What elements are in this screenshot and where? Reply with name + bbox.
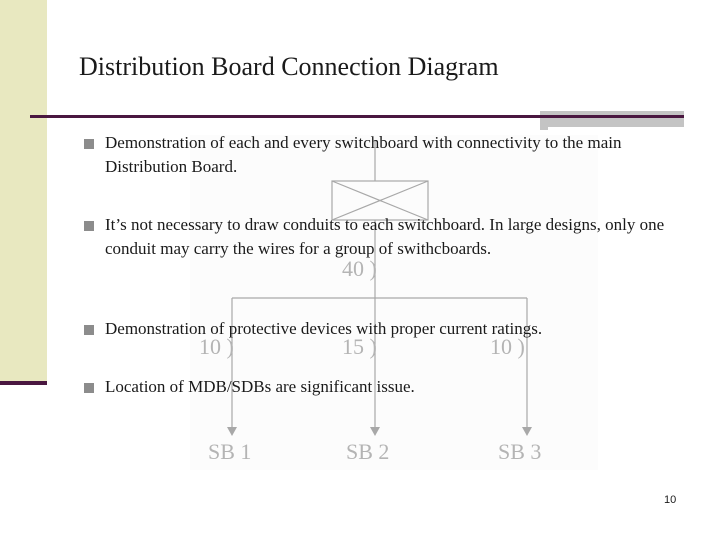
bullet-marker [84,221,94,231]
distribution-diagram [190,135,598,470]
title-rule-accent-tail [540,127,548,130]
bullet-text: Location of MDB/SDBs are significant issue. [105,377,415,396]
title-rule [30,115,684,118]
main-rating-label: 40 ) [342,256,377,281]
left-accent-bar-end [0,381,47,385]
bullet-marker [84,383,94,393]
diagram-background [190,135,598,470]
board-label-sb1: SB 1 [208,439,252,464]
branch-rating-sb3: 10 ) [490,334,525,359]
board-label-sb3: SB 3 [498,439,542,464]
bullet-text: Demonstration of protective devices with proper current ratings. [105,319,543,338]
board-label-sb2: SB 2 [346,439,390,464]
branch-rating-sb1: 10 ) [199,334,234,359]
title-rule-accent [540,111,684,127]
bullet-marker [84,139,94,149]
slide-title: Distribution Board Connection Diagram [79,52,499,81]
bullet-text: It’s not necessary to draw conduits to each switchboard. In large designs, only one conduit may carry the wires for a group of swithcboards. [105,215,665,258]
branch-rating-sb2: 15 ) [342,334,377,359]
page-number: 10 [664,494,677,506]
left-accent-bar [0,0,47,383]
bullet-marker [84,325,94,335]
bullet-text: Demonstration of each and every switchboard with connectivity to the main Distribution Board. [105,133,622,176]
